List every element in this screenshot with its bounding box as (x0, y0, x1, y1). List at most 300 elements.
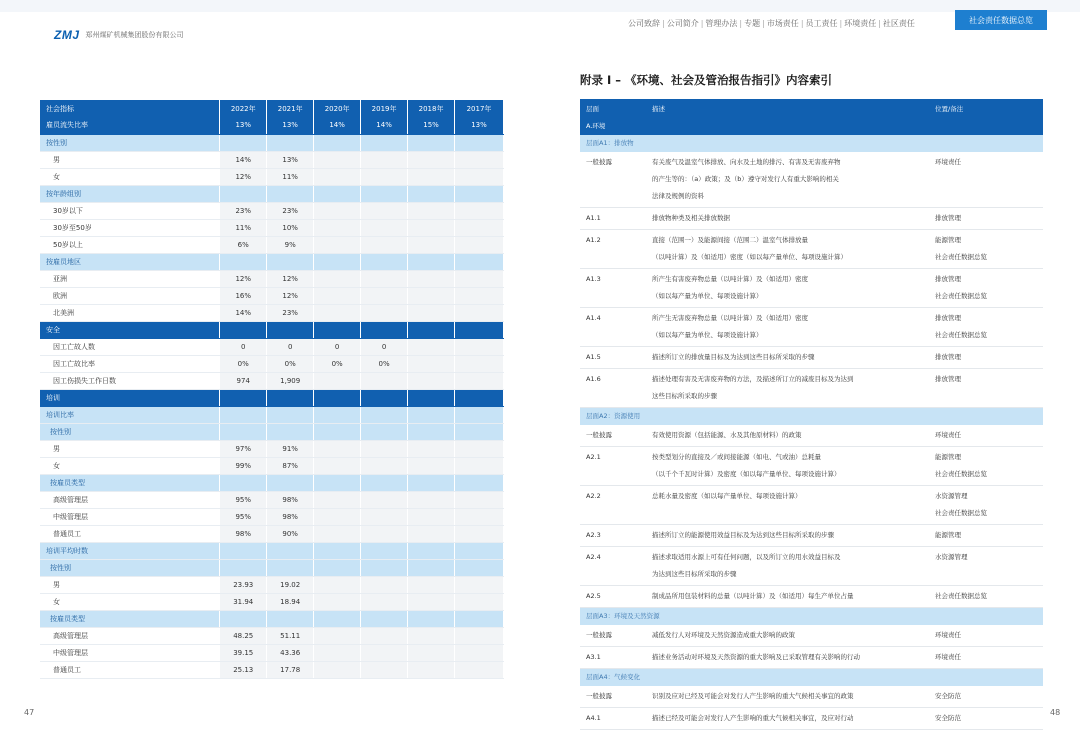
table-cell (314, 304, 361, 321)
table-cell: 13% (455, 117, 504, 134)
table-cell (408, 253, 455, 270)
table-cell (455, 253, 504, 270)
table-cell (361, 661, 408, 678)
nav-item-active[interactable]: 社会责任数据总览 (955, 10, 1047, 30)
column-header: 社会指标 (40, 100, 220, 117)
table-row (40, 423, 504, 440)
table-cell (455, 508, 504, 525)
aspect-id: A4.1 (580, 708, 646, 730)
page-number-left: 47 (24, 708, 35, 717)
nav-item[interactable]: 公司简介 (666, 19, 699, 28)
table-cell (361, 270, 408, 287)
row-label: 50岁以上 (40, 236, 220, 253)
index-row (580, 369, 1043, 408)
table-cell (455, 406, 504, 423)
table-cell: 97% (220, 440, 267, 457)
column-header: 2022年 (220, 100, 267, 117)
table-cell: 0% (267, 355, 314, 372)
position-line[interactable]: 环境责任 (935, 431, 961, 439)
nav-item[interactable]: 环境责任 (844, 19, 877, 28)
table-cell (408, 593, 455, 610)
position-note (929, 447, 1043, 486)
appendix-title: 附录 I – 《环境、社会及管治报告指引》内容索引 (580, 73, 833, 87)
table-row (40, 185, 504, 202)
table-cell (455, 168, 504, 185)
table-row (40, 525, 504, 542)
table-cell (314, 236, 361, 253)
table-cell: 12% (220, 270, 267, 287)
table-cell: 0 (220, 338, 267, 355)
row-label: 培训比率 (40, 406, 220, 423)
table-cell (267, 542, 314, 559)
column-header: 描述 (646, 99, 929, 118)
table-cell (408, 542, 455, 559)
nav-separator: | (739, 19, 743, 28)
aspect-description (646, 425, 929, 447)
position-line[interactable]: 排放管理 (935, 214, 961, 222)
position-note (929, 686, 1043, 708)
table-cell (314, 610, 361, 627)
table-cell (267, 134, 314, 151)
table-cell: 0% (220, 355, 267, 372)
index-row (580, 486, 1043, 525)
position-line[interactable]: 水资源管理 (935, 492, 968, 500)
table-cell: 87% (267, 457, 314, 474)
aspect-description (646, 586, 929, 608)
table-cell (408, 508, 455, 525)
table-cell (267, 559, 314, 576)
table-cell (408, 576, 455, 593)
row-label: 男 (40, 576, 220, 593)
table-cell (455, 440, 504, 457)
social-indicators-table (40, 100, 504, 679)
table-cell (361, 440, 408, 457)
aspect-id: A1.6 (580, 369, 646, 408)
index-row (580, 308, 1043, 347)
table-row (40, 593, 504, 610)
aspect-id: A2.5 (580, 586, 646, 608)
table-cell (455, 423, 504, 440)
table-row (40, 253, 504, 270)
description-line: （如以每产量为单位、每项设施计算） (652, 292, 763, 300)
aspect-description (646, 625, 929, 647)
table-cell (314, 525, 361, 542)
table-cell: 39.15 (220, 644, 267, 661)
table-row (40, 151, 504, 168)
table-cell (408, 389, 455, 406)
column-header: 2019年 (361, 100, 408, 117)
position-line[interactable]: 水资源管理 (935, 553, 968, 561)
table-cell: 95% (220, 491, 267, 508)
description-line: 有效使用资源（包括能源、水及其他原材料）的政策 (652, 431, 802, 439)
table-row (40, 168, 504, 185)
page-number-right: 48 (1050, 708, 1061, 717)
position-line[interactable]: 能源管理 (935, 453, 961, 461)
table-cell (408, 627, 455, 644)
table-cell (361, 287, 408, 304)
aspect-description (646, 686, 929, 708)
aspect-description (646, 230, 929, 269)
table-cell (267, 321, 314, 338)
position-note (929, 369, 1043, 408)
table-cell (220, 321, 267, 338)
table-cell (220, 185, 267, 202)
table-cell (220, 406, 267, 423)
row-label: 雇员流失比率 (40, 117, 220, 134)
table-cell (220, 389, 267, 406)
index-row (580, 525, 1043, 547)
table-cell: 90% (267, 525, 314, 542)
table-cell (455, 644, 504, 661)
aspect-description (646, 347, 929, 369)
table-cell (455, 525, 504, 542)
table-cell (267, 406, 314, 423)
index-header-row (580, 99, 1043, 118)
table-row (40, 474, 504, 491)
position-line[interactable]: 环境责任 (935, 158, 961, 166)
table-cell (361, 508, 408, 525)
section-label: 层面A3：环境及天然资源 (580, 608, 1043, 626)
nav-item[interactable]: 公司致辞 (628, 19, 660, 28)
table-cell (361, 389, 408, 406)
table-cell: 15% (408, 117, 455, 134)
table-cell: 98% (267, 508, 314, 525)
table-cell (455, 576, 504, 593)
table-cell (361, 168, 408, 185)
table-cell: 14% (314, 117, 361, 134)
table-row (40, 270, 504, 287)
table-cell: 0% (361, 355, 408, 372)
table-cell: 14% (220, 151, 267, 168)
table-row (40, 304, 504, 321)
table-cell (314, 372, 361, 389)
position-line[interactable]: 社会责任数据总览 (935, 253, 987, 261)
table-cell (455, 321, 504, 338)
table-row (40, 202, 504, 219)
table-cell: 0 (361, 338, 408, 355)
table-cell: 9% (267, 236, 314, 253)
table-cell (408, 270, 455, 287)
table-cell (267, 474, 314, 491)
description-line: 减低发行人对环境及天然资源造成重大影响的政策 (652, 631, 795, 639)
section-label: A.环境 (580, 118, 1043, 135)
esg-index-table (580, 99, 1043, 730)
table-cell (361, 576, 408, 593)
table-cell (220, 134, 267, 151)
description-line: 描述业务活动对环境及天然资源的重大影响及已采取管理有关影响的行动 (652, 653, 860, 661)
position-line[interactable]: 社会责任数据总览 (935, 292, 987, 300)
table-cell: 31.94 (220, 593, 267, 610)
aspect-description (646, 269, 929, 308)
table-cell: 19.02 (267, 576, 314, 593)
table-row (40, 355, 504, 372)
nav-item[interactable]: 市场责任 (766, 19, 799, 28)
description-line: （以吨计算）及（如适用）密度（如以每产量单位、每项设施计算） (652, 253, 847, 261)
table-cell (408, 134, 455, 151)
table-cell (314, 321, 361, 338)
aspect-description (646, 208, 929, 230)
table-cell (455, 661, 504, 678)
table-cell (408, 423, 455, 440)
aspect-id: 一般披露 (580, 686, 646, 708)
table-cell (267, 389, 314, 406)
table-row (40, 440, 504, 457)
aspect-description (646, 708, 929, 730)
table-cell: 0% (314, 355, 361, 372)
aspect-id: A2.3 (580, 525, 646, 547)
table-row (40, 576, 504, 593)
aspect-id: A3.1 (580, 647, 646, 669)
table-cell: 12% (267, 270, 314, 287)
subsection-row (580, 669, 1043, 687)
table-cell (314, 457, 361, 474)
table-cell: 98% (267, 491, 314, 508)
position-note (929, 269, 1043, 308)
position-note (929, 230, 1043, 269)
table-row (40, 338, 504, 355)
row-label: 中级管理层 (40, 644, 220, 661)
table-cell (455, 610, 504, 627)
table-row (40, 559, 504, 576)
subsection-row (580, 135, 1043, 152)
table-cell (220, 423, 267, 440)
position-note (929, 525, 1043, 547)
table-row (40, 457, 504, 474)
position-note (929, 708, 1043, 730)
aspect-id: A2.4 (580, 547, 646, 586)
table-cell: 25.13 (220, 661, 267, 678)
nav-separator: | (700, 19, 704, 28)
table-cell (408, 219, 455, 236)
table-cell (408, 474, 455, 491)
table-cell: 95% (220, 508, 267, 525)
table-cell (408, 644, 455, 661)
table-row (40, 287, 504, 304)
position-note (929, 152, 1043, 208)
position-line[interactable]: 排放管理 (935, 275, 961, 283)
position-line[interactable]: 排放管理 (935, 375, 961, 383)
table-row (40, 661, 504, 678)
table-cell (314, 423, 361, 440)
table-cell (455, 474, 504, 491)
table-cell (455, 389, 504, 406)
table-cell (314, 474, 361, 491)
table-row (40, 610, 504, 627)
table-cell (314, 389, 361, 406)
description-line: 描述所订立的排放量目标及为达到这些目标所采取的步骤 (652, 353, 815, 361)
table-cell (314, 270, 361, 287)
aspect-id: 一般披露 (580, 425, 646, 447)
table-cell (361, 372, 408, 389)
description-line: 描述处理有害及无害废弃物的方法，及描述所订立的减废目标及为达到 (652, 375, 854, 383)
table-cell: 974 (220, 372, 267, 389)
table-row (40, 117, 504, 134)
table-cell: 1,909 (267, 372, 314, 389)
section-label: 层面A2：资源使用 (580, 408, 1043, 426)
row-label: 按雇员类型 (40, 610, 220, 627)
column-header: 2017年 (455, 100, 504, 117)
table-cell: 48.25 (220, 627, 267, 644)
row-label: 因工伤损失工作日数 (40, 372, 220, 389)
description-line: 的产生等的：（a）政策；及（b）遵守对发行人有重大影响的相关 (652, 175, 839, 183)
table-cell: 12% (267, 287, 314, 304)
table-cell (361, 253, 408, 270)
aspect-description (646, 647, 929, 669)
table-cell (408, 304, 455, 321)
row-label: 普通员工 (40, 661, 220, 678)
table-cell (361, 542, 408, 559)
aspect-id: A1.3 (580, 269, 646, 308)
section-row (580, 118, 1043, 135)
table-cell: 23% (267, 202, 314, 219)
aspect-id: A2.1 (580, 447, 646, 486)
position-note (929, 308, 1043, 347)
table-cell (408, 457, 455, 474)
position-line[interactable]: 排放管理 (935, 353, 961, 361)
table-cell (455, 185, 504, 202)
table-cell (314, 593, 361, 610)
table-cell: 13% (220, 117, 267, 134)
table-cell: 0 (267, 338, 314, 355)
table-cell (361, 236, 408, 253)
table-cell (455, 457, 504, 474)
table-cell (267, 610, 314, 627)
table-cell (267, 253, 314, 270)
row-label: 亚洲 (40, 270, 220, 287)
aspect-id: A1.1 (580, 208, 646, 230)
row-label: 按雇员类型 (40, 474, 220, 491)
description-line: 所产生有害废弃物总量（以吨计算）及（如适用）密度 (652, 275, 808, 283)
aspect-description (646, 152, 929, 208)
position-line[interactable]: 安全防范 (935, 692, 961, 700)
table-cell (361, 185, 408, 202)
row-label: 按雇员地区 (40, 253, 220, 270)
nav-item[interactable]: 社区责任 (882, 19, 915, 28)
position-line[interactable]: 排放管理 (935, 314, 961, 322)
table-cell (408, 236, 455, 253)
position-line[interactable]: 安全防范 (935, 714, 961, 722)
row-label: 女 (40, 593, 220, 610)
table-row (40, 491, 504, 508)
position-line[interactable]: 社会责任数据总览 (935, 331, 987, 339)
table-row (40, 406, 504, 423)
table-cell (314, 508, 361, 525)
table-row (40, 644, 504, 661)
table-cell (314, 576, 361, 593)
company-logo[interactable] (54, 28, 184, 42)
table-cell (361, 321, 408, 338)
aspect-id: A1.5 (580, 347, 646, 369)
table-cell: 0 (314, 338, 361, 355)
index-row (580, 208, 1043, 230)
subsection-row (580, 408, 1043, 426)
description-line: 描述求取适用水源上可有任何问题，以及所订立的用水效益目标及 (652, 553, 841, 561)
aspect-id: 一般披露 (580, 152, 646, 208)
position-line[interactable]: 环境责任 (935, 631, 961, 639)
row-label: 男 (40, 440, 220, 457)
table-cell (314, 440, 361, 457)
nav-separator: | (839, 19, 843, 28)
table-cell (408, 372, 455, 389)
table-cell (408, 168, 455, 185)
table-cell (455, 236, 504, 253)
nav-separator: | (762, 19, 765, 28)
table-cell (361, 559, 408, 576)
table-cell (314, 559, 361, 576)
table-row (40, 389, 504, 406)
table-row (40, 134, 504, 151)
table-cell (408, 559, 455, 576)
aspect-id: A2.2 (580, 486, 646, 525)
table-header-row (40, 100, 504, 117)
table-cell: 23% (267, 304, 314, 321)
table-cell (408, 491, 455, 508)
table-cell (361, 423, 408, 440)
column-header: 2018年 (408, 100, 455, 117)
aspect-description (646, 486, 929, 525)
row-label: 女 (40, 457, 220, 474)
table-cell (220, 253, 267, 270)
row-label: 高级管理层 (40, 491, 220, 508)
table-cell: 17.78 (267, 661, 314, 678)
description-line: 直接（范围一）及能源间接（范围二）温室气体排放量 (652, 236, 808, 244)
table-cell (314, 491, 361, 508)
row-label: 普通员工 (40, 525, 220, 542)
position-line[interactable]: 社会责任数据总览 (935, 592, 987, 600)
table-row (40, 542, 504, 559)
row-label: 培训 (40, 389, 220, 406)
company-name: 郑州煤矿机械集团股份有限公司 (85, 31, 184, 39)
table-cell: 13% (267, 117, 314, 134)
row-label: 因工亡故比率 (40, 355, 220, 372)
description-line: 描述所订立的能源使用效益目标及为达到这些目标所采取的步骤 (652, 531, 834, 539)
index-row (580, 152, 1043, 208)
nav-item[interactable]: 管理办法 (705, 19, 738, 28)
table-cell (314, 542, 361, 559)
table-cell (455, 270, 504, 287)
aspect-description (646, 447, 929, 486)
table-cell (408, 321, 455, 338)
position-line[interactable]: 社会责任数据总览 (935, 509, 987, 517)
nav-item[interactable]: 专题 (744, 19, 761, 28)
table-cell (314, 287, 361, 304)
position-line[interactable]: 环境责任 (935, 653, 961, 661)
table-cell (267, 185, 314, 202)
table-cell (361, 474, 408, 491)
table-cell (361, 457, 408, 474)
position-note (929, 586, 1043, 608)
table-cell: 23% (220, 202, 267, 219)
table-cell (314, 219, 361, 236)
description-line: 所产生无害废弃物总量（以吨计算）及（如适用）密度 (652, 314, 808, 322)
table-cell (361, 593, 408, 610)
index-row (580, 547, 1043, 586)
nav-item[interactable]: 员工责任 (805, 19, 838, 28)
table-cell (408, 202, 455, 219)
position-line[interactable]: 能源管理 (935, 236, 961, 244)
table-cell: 18.94 (267, 593, 314, 610)
table-cell (361, 134, 408, 151)
table-cell: 13% (267, 151, 314, 168)
row-label: 30岁以下 (40, 202, 220, 219)
position-note (929, 425, 1043, 447)
nav-separator: | (662, 19, 665, 28)
position-line[interactable]: 社会责任数据总览 (935, 470, 987, 478)
position-line[interactable]: 能源管理 (935, 531, 961, 539)
description-line: 排放物种类及相关排放数据 (652, 214, 730, 222)
row-label: 30岁至50岁 (40, 219, 220, 236)
table-cell: 51.11 (267, 627, 314, 644)
